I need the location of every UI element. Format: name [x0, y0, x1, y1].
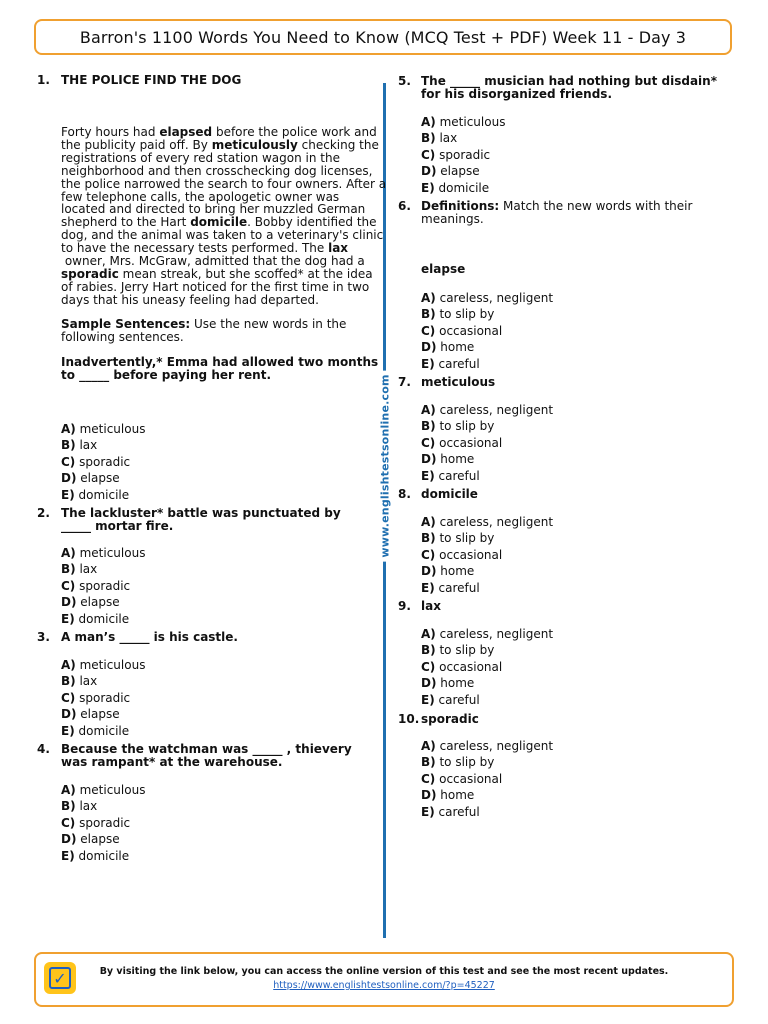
answer-option[interactable] — [421, 692, 553, 708]
question-number: 7. — [398, 375, 411, 389]
passage-fragment: to have the necessary tests performed. The — [61, 241, 329, 256]
option-text: occasional — [435, 435, 503, 450]
answer-option[interactable] — [421, 290, 553, 306]
option-letter: B) — [61, 438, 76, 453]
option-letter: B) — [61, 799, 76, 814]
option-text: domicile — [74, 487, 130, 502]
answer-option[interactable] — [421, 563, 553, 579]
option-letter: A) — [421, 627, 436, 641]
answer-option[interactable] — [61, 611, 145, 627]
option-text: meticulous — [75, 546, 146, 560]
answer-option[interactable] — [421, 642, 553, 658]
passage-fragment: owner, Mrs. McGraw, admitted that the dog had a — [61, 254, 365, 269]
passage-fragment: before the police work and — [212, 125, 377, 139]
footer-link[interactable]: https://www.englishtestsonline.com/?p=45227 — [273, 980, 495, 991]
answer-option[interactable] — [61, 421, 145, 437]
passage-fragment: registrations of every red station wagon in the — [61, 150, 340, 165]
option-text: elapse — [76, 832, 120, 847]
option-letter: B) — [421, 307, 436, 322]
option-text: occasional — [435, 771, 503, 786]
option-letter: D) — [61, 471, 77, 486]
option-letter: B) — [421, 643, 436, 658]
question-text: Because the watchman was _____ , thievery was rampant* at the warehouse. — [61, 742, 352, 769]
footer-box — [34, 952, 734, 1007]
option-letter: C) — [61, 690, 76, 705]
vocab-word: meticulously — [211, 137, 298, 152]
answer-option[interactable] — [421, 468, 553, 484]
answer-option[interactable] — [61, 723, 145, 739]
answer-options — [61, 782, 145, 864]
option-text: elapse — [76, 707, 120, 722]
passage-fragment: checking the — [297, 137, 379, 152]
passage-fragment: mean streak, but she scoffed* at the idea — [118, 266, 373, 281]
option-text: domicile — [74, 611, 130, 626]
option-letter: B) — [421, 131, 436, 146]
question-text: meticulous — [421, 375, 496, 389]
option-text: lax — [75, 674, 98, 689]
question-text: lax — [421, 599, 441, 613]
question-number: 1. — [37, 73, 50, 87]
passage-text — [61, 125, 387, 307]
option-letter: A) — [421, 115, 436, 129]
question-text: The lackluster* battle was punctuated by _____ mortar fire. — [61, 506, 341, 533]
option-text: elapse — [76, 471, 120, 486]
option-letter: D) — [421, 340, 437, 355]
option-text: careless, negligent — [435, 627, 554, 641]
option-text: sporadic — [435, 147, 491, 162]
option-text: lax — [75, 799, 98, 814]
question-text: Inadvertently,* Emma had allowed two months to _____ before paying her rent. — [61, 355, 379, 382]
answer-option[interactable] — [421, 435, 553, 451]
answer-option[interactable] — [61, 673, 145, 689]
option-text: elapse — [76, 595, 120, 610]
option-letter: D) — [421, 676, 437, 691]
option-letter: C) — [421, 147, 436, 162]
option-text: careless, negligent — [435, 515, 554, 529]
passage-fragment: . Bobby identified the — [247, 215, 377, 230]
option-text: lax — [75, 562, 98, 577]
answer-options — [61, 421, 145, 503]
answer-option[interactable] — [421, 547, 553, 563]
question-number: 5. — [398, 74, 411, 88]
passage-fragment: dog, and the animal was taken to a veterinary's clinic — [61, 228, 384, 243]
option-letter: E) — [61, 487, 75, 502]
option-letter: C) — [421, 435, 436, 450]
option-letter: E) — [421, 692, 435, 707]
option-text: to slip by — [435, 755, 495, 770]
option-text: domicile — [434, 180, 490, 195]
option-letter: C) — [421, 659, 436, 674]
answer-option[interactable] — [421, 754, 553, 770]
option-text: home — [436, 676, 475, 691]
option-letter: C) — [421, 771, 436, 786]
answer-option[interactable] — [61, 657, 145, 673]
option-letter: A) — [421, 739, 436, 753]
answer-option[interactable] — [421, 130, 505, 146]
passage-fragment: few telephone calls, the apologetic owner was — [61, 189, 340, 204]
page-title: Barron's 1100 Words You Need to Know (MCQ Test + PDF) Week 11 - Day 3 — [79, 27, 687, 47]
answer-option[interactable] — [421, 114, 505, 130]
answer-option[interactable] — [421, 163, 505, 179]
option-letter: B) — [421, 419, 436, 434]
option-letter: E) — [421, 356, 435, 371]
answer-option[interactable] — [421, 675, 553, 691]
answer-option[interactable] — [421, 402, 553, 418]
answer-option[interactable] — [421, 339, 553, 355]
option-letter: D) — [421, 788, 437, 803]
answer-option[interactable] — [421, 771, 553, 787]
option-letter: B) — [421, 755, 436, 770]
option-letter: D) — [61, 595, 77, 610]
passage-line — [61, 294, 381, 307]
question-number: 4. — [37, 742, 50, 756]
answer-options — [61, 545, 145, 627]
passage-fragment: days that his uneasy feeling had departed. — [61, 292, 319, 307]
question-number: 8. — [398, 487, 411, 501]
footer-text: By visiting the link below, you can access the online version of this test and see the most recent updates. — [99, 966, 669, 977]
question-number: 6. — [398, 199, 411, 213]
option-text: occasional — [435, 323, 503, 338]
answer-options — [421, 738, 553, 820]
passage-fragment: located and directed to bring her muzzled German — [61, 202, 366, 217]
answer-option[interactable] — [421, 659, 553, 675]
answer-option[interactable] — [421, 306, 553, 322]
answer-option[interactable] — [61, 831, 145, 847]
answer-option[interactable] — [421, 147, 505, 163]
sidebar-site-url: www.englishtestsonline.com — [376, 370, 395, 561]
option-text: to slip by — [435, 419, 495, 434]
question-text: The _____ musician had nothing but disdain* for his disorganized friends. — [421, 74, 717, 101]
option-text: sporadic — [75, 578, 131, 593]
option-letter: E) — [421, 804, 435, 819]
option-text: domicile — [74, 848, 130, 863]
option-letter: D) — [421, 564, 437, 579]
sample-label: Sample Sentences: — [61, 317, 191, 331]
option-text: domicile — [74, 723, 130, 738]
option-text: careful — [434, 692, 480, 707]
passage-fragment: of rabies. Jerry Hart noticed for the first time in two — [61, 279, 370, 294]
vocab-word: sporadic — [61, 266, 119, 281]
option-text: home — [436, 340, 475, 355]
answer-option[interactable] — [61, 470, 145, 486]
answer-option[interactable] — [61, 798, 145, 814]
option-letter: C) — [61, 578, 76, 593]
answer-option[interactable] — [421, 180, 505, 196]
answer-option[interactable] — [61, 545, 145, 561]
definition-word: elapse — [421, 262, 466, 276]
option-letter: A) — [421, 291, 436, 305]
option-letter: C) — [61, 815, 76, 830]
question-text — [421, 200, 721, 226]
question-text: A man’s _____ is his castle. — [61, 630, 238, 644]
answer-option[interactable] — [421, 323, 553, 339]
passage-fragment: shepherd to the Hart — [61, 215, 191, 230]
answer-option[interactable] — [61, 454, 145, 470]
answer-option[interactable] — [421, 787, 553, 803]
answer-option[interactable] — [421, 418, 553, 434]
answer-option[interactable] — [421, 804, 553, 820]
option-letter: A) — [61, 658, 76, 672]
option-text: sporadic — [75, 690, 131, 705]
option-letter: E) — [61, 723, 75, 738]
option-letter: E) — [421, 468, 435, 483]
answer-options — [421, 402, 553, 484]
option-letter: A) — [61, 783, 76, 797]
option-letter: A) — [61, 546, 76, 560]
passage-fragment: the publicity paid off. By — [61, 137, 212, 152]
option-text: to slip by — [435, 643, 495, 658]
option-text: careless, negligent — [435, 403, 554, 417]
answer-option[interactable] — [421, 356, 553, 372]
option-text: careful — [434, 468, 480, 483]
option-letter: E) — [61, 848, 75, 863]
answer-options — [421, 114, 505, 196]
answer-option[interactable] — [421, 626, 553, 642]
answer-option[interactable] — [61, 706, 145, 722]
passage-fragment: Forty hours had — [61, 125, 160, 139]
option-text: careless, negligent — [435, 739, 554, 753]
option-letter: B) — [61, 562, 76, 577]
answer-option[interactable] — [61, 437, 145, 453]
answer-options — [421, 626, 553, 708]
option-text: occasional — [435, 659, 503, 674]
question-number: 3. — [37, 630, 50, 644]
option-text: meticulous — [75, 783, 146, 797]
answer-option[interactable] — [421, 580, 553, 596]
option-text: careless, negligent — [435, 291, 554, 305]
option-letter: D) — [61, 707, 77, 722]
answer-option[interactable] — [61, 487, 145, 503]
option-letter: B) — [421, 531, 436, 546]
title-box — [34, 19, 732, 55]
passage-heading: THE POLICE FIND THE DOG — [61, 73, 242, 87]
option-text: lax — [435, 131, 458, 146]
option-text: careful — [434, 356, 480, 371]
option-text: sporadic — [75, 815, 131, 830]
option-text: meticulous — [75, 658, 146, 672]
question-text: sporadic — [421, 712, 479, 726]
vocab-word: lax — [328, 241, 349, 256]
option-text: meticulous — [435, 115, 506, 129]
answer-option[interactable] — [61, 848, 145, 864]
question-number: 9. — [398, 599, 411, 613]
answer-options — [421, 514, 553, 596]
answer-option[interactable] — [421, 738, 553, 754]
answer-option[interactable] — [61, 578, 145, 594]
option-text: careful — [434, 580, 480, 595]
option-letter: C) — [61, 454, 76, 469]
option-letter: E) — [421, 580, 435, 595]
question-number: 2. — [37, 506, 50, 520]
answer-option[interactable] — [61, 690, 145, 706]
sample-text: Use the new words in the following sentences. — [61, 317, 347, 344]
answer-option[interactable] — [421, 451, 553, 467]
question-text: domicile — [421, 487, 478, 501]
answer-options — [421, 290, 553, 372]
option-text: home — [436, 452, 475, 467]
option-letter: A) — [421, 403, 436, 417]
vocab-word: domicile — [190, 215, 248, 230]
answer-option[interactable] — [421, 530, 553, 546]
option-text: elapse — [436, 164, 480, 179]
sample-sentences — [61, 318, 381, 344]
option-text: lax — [75, 438, 98, 453]
answer-options — [61, 657, 145, 739]
option-letter: E) — [421, 180, 435, 195]
option-text: to slip by — [435, 531, 495, 546]
answer-option[interactable] — [61, 782, 145, 798]
definitions-instructions: Match the new words with their meanings. — [421, 199, 693, 226]
option-text: home — [436, 788, 475, 803]
vocab-word: elapsed — [159, 125, 213, 139]
option-letter: D) — [421, 164, 437, 179]
option-text: occasional — [435, 547, 503, 562]
answer-option[interactable] — [61, 594, 145, 610]
option-letter: E) — [61, 611, 75, 626]
option-text: sporadic — [75, 454, 131, 469]
option-letter: C) — [421, 547, 436, 562]
checkbox-check-icon: ✓ — [49, 967, 71, 989]
option-text: to slip by — [435, 307, 495, 322]
option-letter: D) — [61, 832, 77, 847]
option-text: home — [436, 564, 475, 579]
option-letter: A) — [61, 422, 76, 436]
option-letter: C) — [421, 323, 436, 338]
option-letter: B) — [61, 674, 76, 689]
answer-option[interactable] — [421, 514, 553, 530]
answer-option[interactable] — [61, 561, 145, 577]
option-text: meticulous — [75, 422, 146, 436]
passage-fragment: the police narrowed the search to four owners. After a — [61, 176, 387, 191]
passage-fragment: neighborhood and then crosschecking dog licenses, — [61, 163, 373, 178]
question-number: 10. — [398, 712, 420, 726]
option-text: careful — [434, 804, 480, 819]
option-letter: A) — [421, 515, 436, 529]
answer-option[interactable] — [61, 815, 145, 831]
option-letter: D) — [421, 452, 437, 467]
definitions-label: Definitions: — [421, 199, 500, 213]
